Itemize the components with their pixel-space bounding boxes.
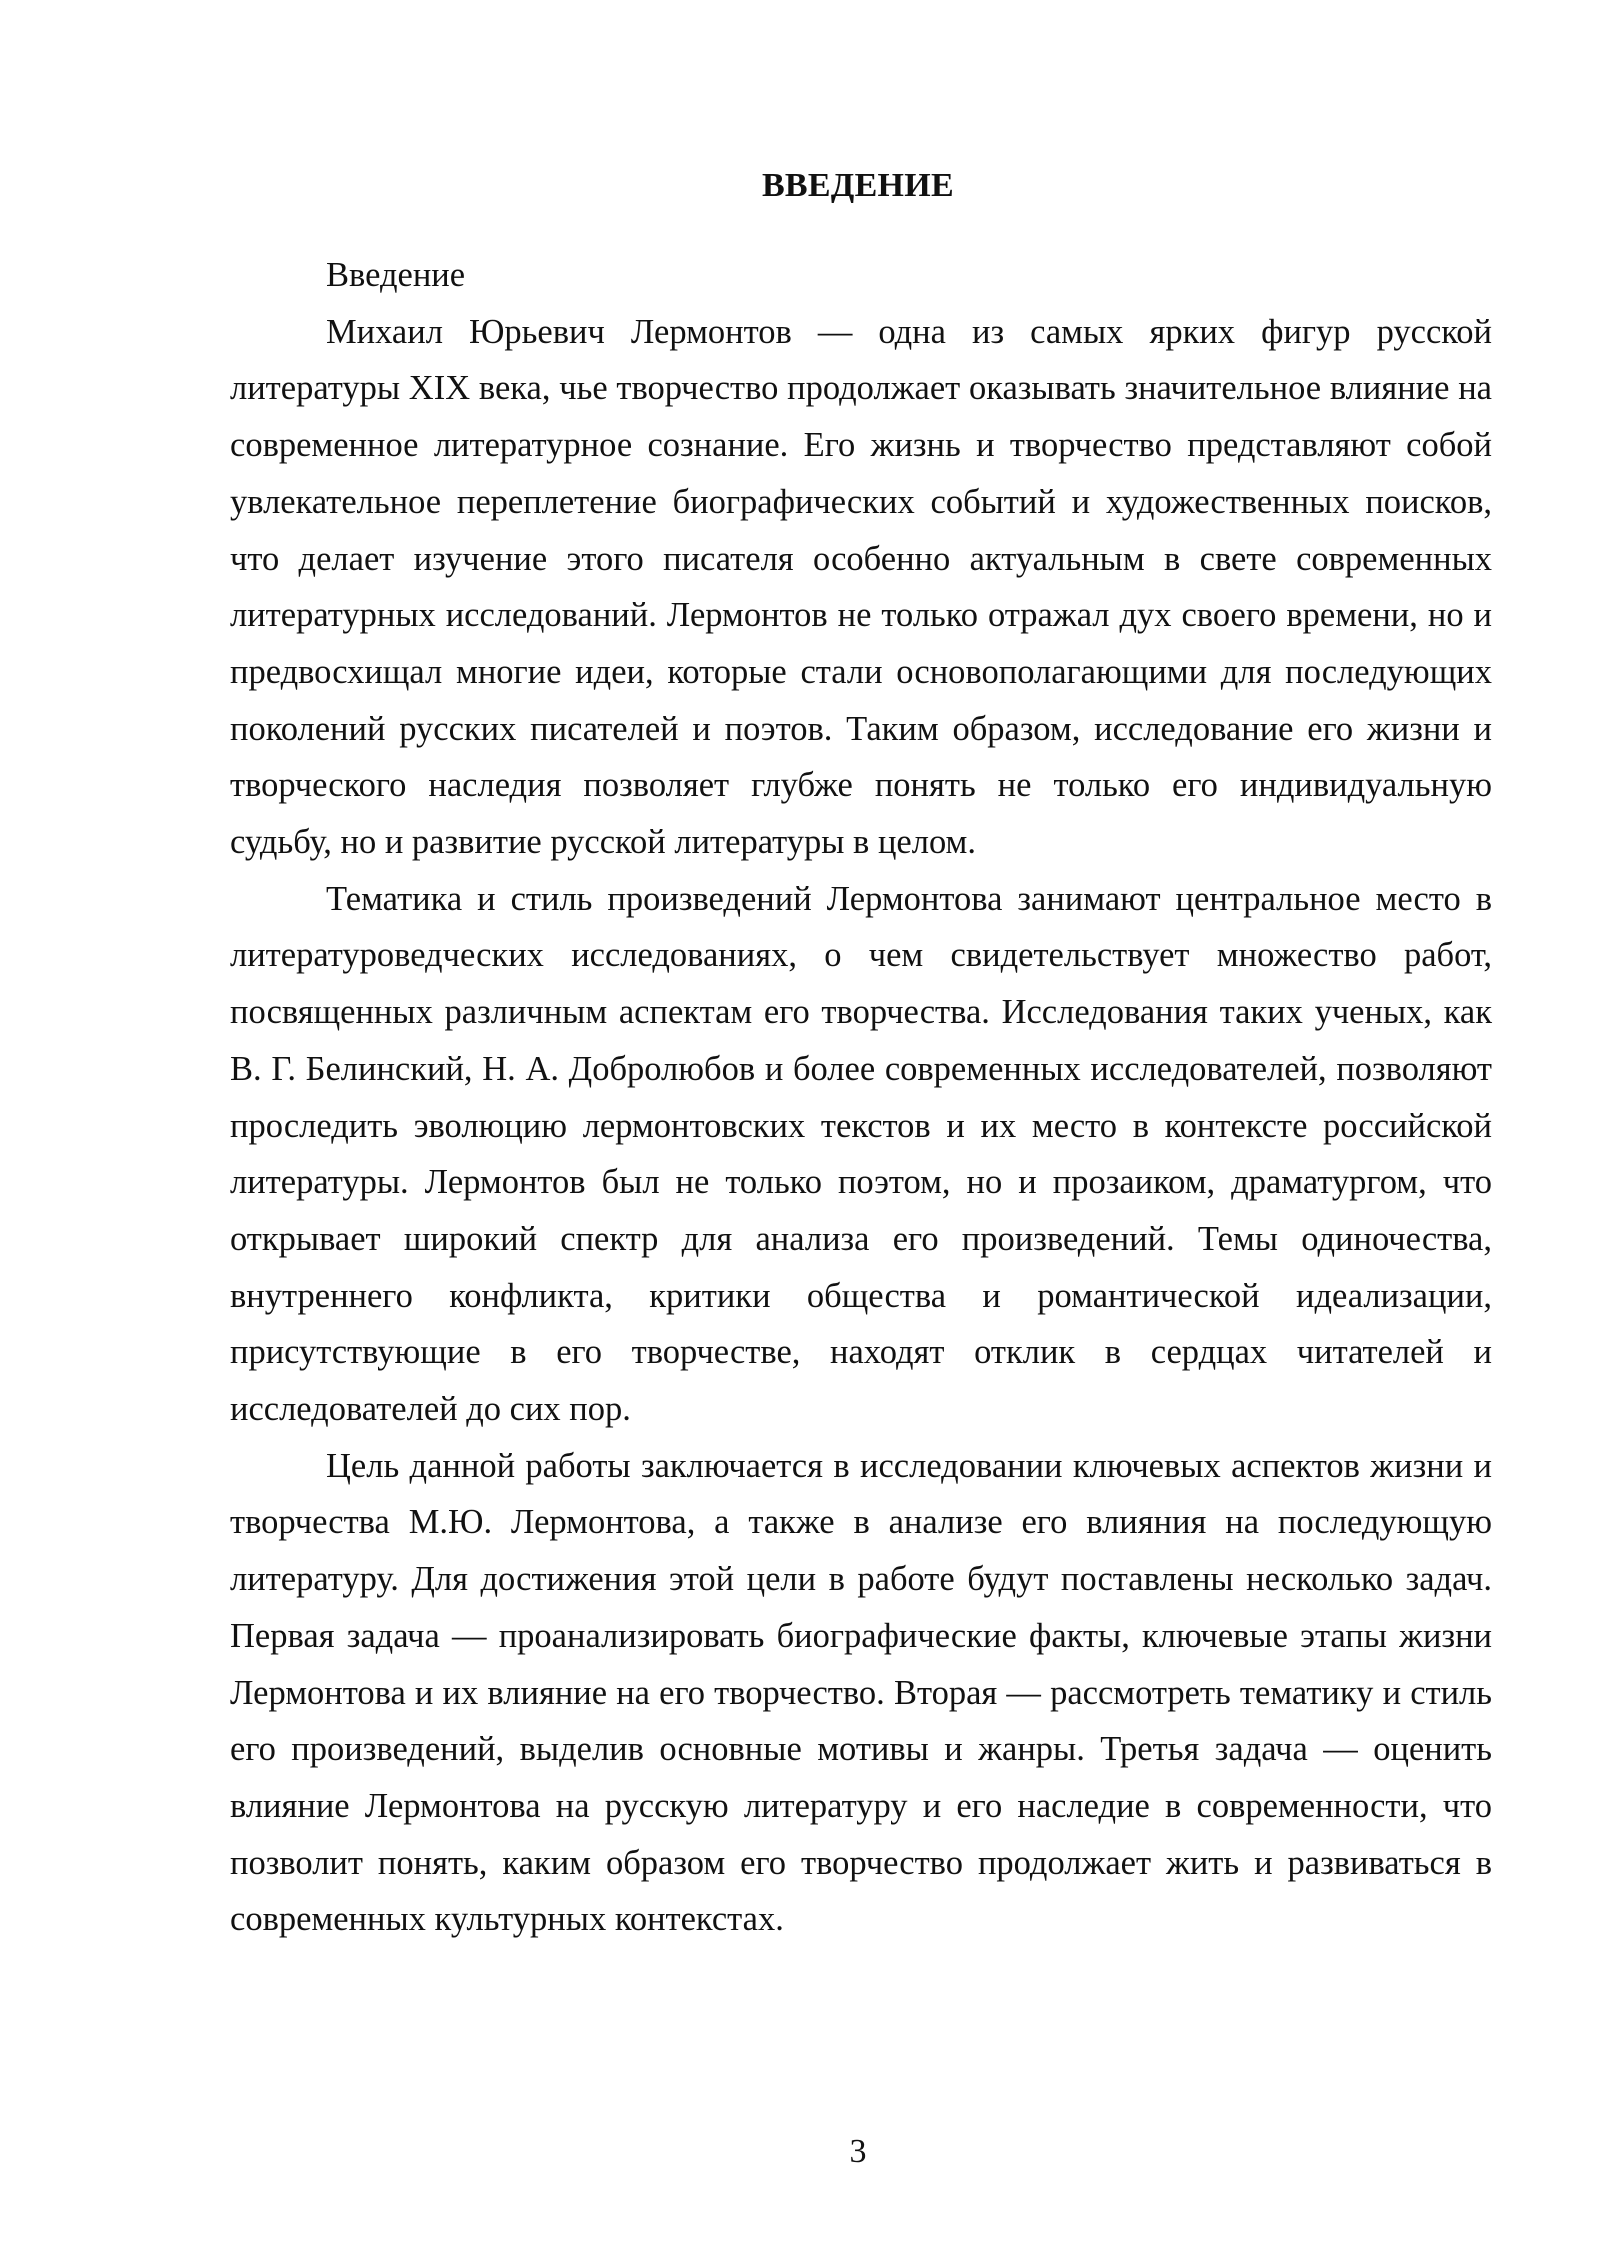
paragraph-intro: Михаил Юрьевич Лермонтов — одна из самых ярких фигур русской литературы XIX века, чье творчество продолжает оказывать значительное влияние на современное литературное сознание. Его жизнь и творчество представляют собой увлекательное переплетение биографических событий и художественных поисков, что делает изучение этого писателя особенно актуальным в свете современных литературных исследований. Лермонтов не только отражал дух своего времени, но и предвосхищал многие идеи, которые стали основополагающими для последующих поколений русских писателей и поэтов. Таким образом, исследование его жизни и творческого наследия позволяет глубже понять не только его индивидуальную судьбу, но и развитие русской литературы в целом.: [230, 312, 1492, 862]
paragraph-goals: Цель данной работы заключается в исследовании ключевых аспектов жизни и творчества М.Ю. Лермонтова, а также в анализе его влияния на последующую литературу. Для достижения этой цели в работе будут поставлены несколько задач. Первая задача — проанализировать биографические факты, ключевые этапы жизни Лермонтова и их влияние на его творчество. Вторая — рассмотреть тематику и стиль его произведений, выделив основные мотивы и жанры. Третья задача — оценить влияние Лермонтова на русскую литературу и его наследие в современности, что позволит понять, каким образом его творчество продолжает жить и развиваться в современных культурных контекстах.: [230, 1446, 1492, 1939]
paragraph-themes: Тематика и стиль произведений Лермонтова занимают центральное место в литературоведческих исследованиях, о чем свидетельствует множество работ, посвященных различным аспектам его творчества. Исследования таких ученых, как В. Г. Белинский, Н. А. Добролюбов и более современных исследователей, позволяют проследить эволюцию лермонтовских текстов и их место в контексте российской литературы. Лермонтов был не только поэтом, но и прозаиком, драматургом, что открывает широкий спектр для анализа его произведений. Темы одиночества, внутреннего конфликта, критики общества и романтической идеализации, присутствующие в его творчестве, находят отклик в сердцах читателей и исследователей до сих пор.: [230, 879, 1492, 1429]
page-number: 3: [849, 2133, 867, 2170]
body-text: [230, 247, 1492, 1948]
page-heading: ВВЕДЕНИЕ: [761, 167, 955, 204]
paragraph-subtitle: Введение: [326, 256, 466, 294]
